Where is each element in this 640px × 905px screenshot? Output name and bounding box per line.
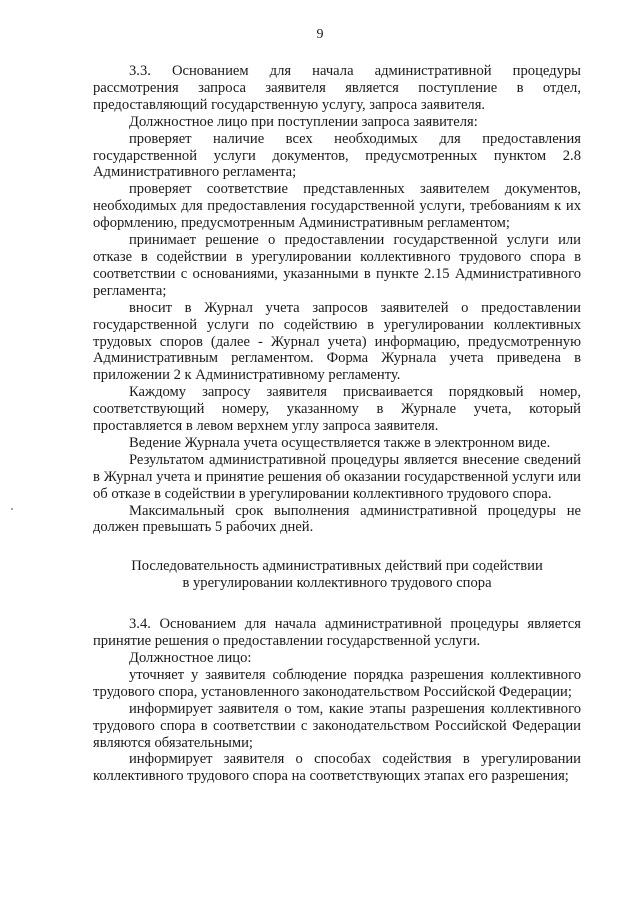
paragraph-inform-stages: информирует заявителя о том, какие этапы разрешения коллективного трудового спора в соответствии с законодательством Российской Федерации являются обязательными; — [93, 700, 581, 751]
paragraph-official-intro: Должностное лицо при поступлении запроса заявителя: — [129, 113, 478, 130]
paragraph-inform-methods: информирует заявителя о способах содействия в урегулировании коллективного трудового спора на соответствующих этапах его разрешения; — [93, 751, 581, 785]
document-body — [93, 63, 581, 785]
paragraph-clarify-procedure: уточняет у заявителя соблюдение порядка разрешения коллективного трудового спора, установленного законодательством Российской Федерации; — [93, 666, 581, 700]
paragraph-3-3: 3.3. Основанием для начала административной процедуры рассмотрения запроса заявителя является поступление в отдел, предоставляющий государственную услугу, запроса заявителя. — [93, 63, 581, 113]
paragraph-3-4: 3.4. Основанием для начала административной процедуры является принятие решения о предоставлении государственной услуги. — [93, 616, 581, 650]
scan-dot — [11, 508, 13, 510]
paragraph-official: Должностное лицо: — [129, 650, 252, 666]
section-heading-line-1: Последовательность административных действий при содействии — [131, 558, 543, 575]
paragraph-result: Результатом административной процедуры является внесение сведений в Журнал учета и принятие решения об оказании государственной услуги или об отказе в содействии в урегулировании коллективного трудового спора. — [93, 451, 581, 502]
paragraph-max-term: Максимальный срок выполнения административной процедуры не должен превышать 5 рабочих дней. — [93, 502, 581, 536]
paragraph-electronic-journal: Ведение Журнала учета осуществляется также в электронном виде. — [129, 434, 551, 451]
paragraph-journal-entry: вносит в Журнал учета запросов заявителей о предоставлении государственной услуги по содействию в урегулировании коллективных трудовых споров (далее - Журнал учета) информацию, предусмотренную Административным регламентом. Форма Журнала учета приведена в приложении 2 к Административному регламенту. — [93, 299, 581, 384]
paragraph-check-compliance: проверяет соответствие представленных заявителем документов, необходимых для предоставления государственной услуги, требованиям к их оформлению, предусмотренным Административным регламентом; — [93, 181, 581, 232]
paragraph-decision: принимает решение о предоставлении государственной услуги или отказе в содействии в урегулировании коллективного трудового спора в соответствии с основаниями, указанными в пункте 2.15 Административного регламента; — [93, 232, 581, 299]
page-number: 9 — [316, 27, 324, 42]
section-heading-line-2: в урегулировании коллективного трудового спора — [182, 575, 492, 592]
paragraph-serial-number: Каждому запросу заявителя присваивается порядковый номер, соответствующий номеру, указанному в Журнале учета, который проставляется в левом верхнем углу запроса заявителя. — [93, 384, 581, 435]
paragraph-check-documents: проверяет наличие всех необходимых для предоставления государственной услуги документов, предусмотренных пунктом 2.8 Административного регламента; — [93, 130, 581, 181]
section-heading — [93, 558, 581, 592]
